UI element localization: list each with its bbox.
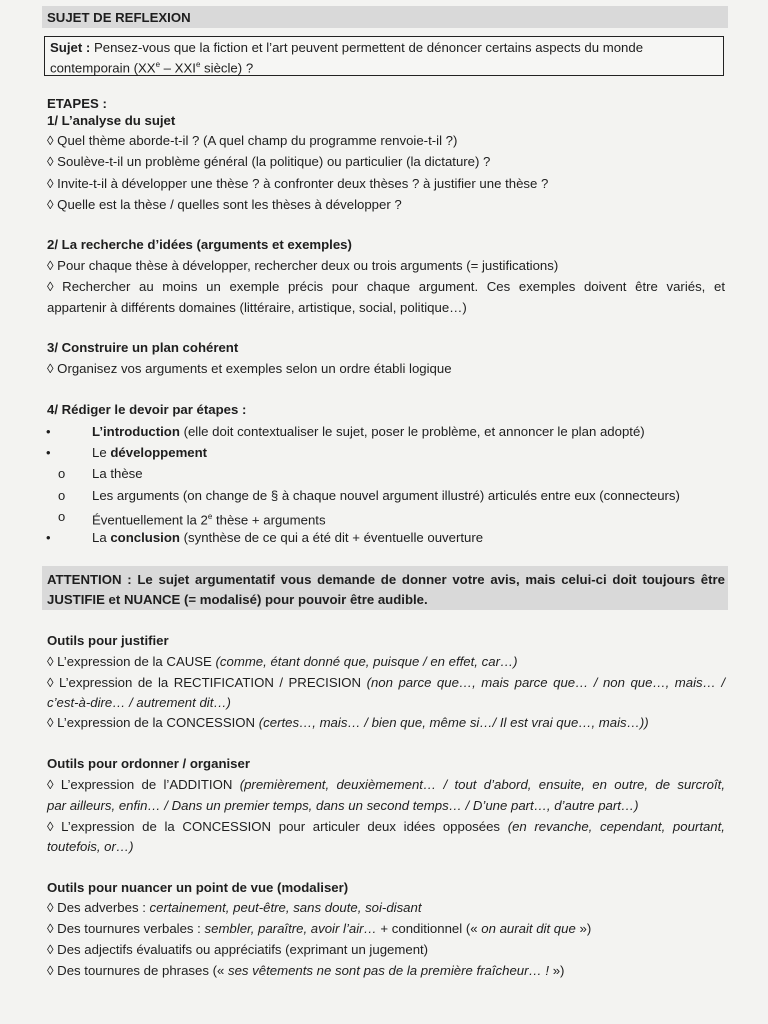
circle-mark: o [58,466,66,481]
tv-examples: sembler, paraître, avoir l’air… [204,921,377,936]
adv-pre: ◊ Des adverbes : [47,900,150,915]
opp-examples-1: (en revanche, cependant, pourtant, [507,819,725,834]
concl-bold: conclusion [110,530,180,545]
adj-line: ◊ Des adjectifs évaluatifs ou appréciatifs (exprimant un jugement) [47,942,429,957]
sujet-line-1 [50,39,643,56]
dev-line [92,444,207,461]
sujet-text-1: Pensez-vous que la fiction et l’art peuvent permettent de dénoncer certains aspects du monde [90,40,644,55]
section-2-title: 2/ La recherche d’idées (arguments et exemples) [47,237,352,252]
sujet-text-2c: siècle) ? [200,60,254,76]
tv-mid: + conditionnel (« [376,921,482,936]
s2-item-2b: appartenir à différents domaines (littéraire, artistique, social, politique…) [47,300,467,315]
cause-pre: ◊ L’expression de la CAUSE [47,654,216,669]
tv-example-2: on aurait dit que [481,921,576,936]
dev-bold: développement [110,445,208,460]
tp-example: ses vêtements ne sont pas de la première fraîcheur… ! [227,963,550,978]
add-line-1 [47,776,725,793]
bullet-mark: • [46,424,51,439]
sup-e-2: e [195,60,201,69]
intro-rest: (elle doit contextualiser le sujet, poser le problème, et annoncer le plan adopté) [179,424,645,439]
concl-pre: La [92,530,111,545]
adv-examples: certainement, peut-être, sans doute, soi-disant [149,900,422,915]
rect-line-2: c’est-à-dire… / autrement dit…) [47,695,231,710]
section-3-title: 3/ Construire un plan cohérent [47,340,239,355]
s1-item-2: ◊ Soulève-t-il un problème général (la politique) ou particulier (la dictature) ? [47,154,491,169]
sujet-text-2a: contemporain (XX [50,60,156,76]
section-4-title: 4/ Rédiger le devoir par étapes : [47,402,247,417]
tp-pre: ◊ Des tournures de phrases (« [47,963,228,978]
conc-examples: (certes…, mais… / bien que, même si…/ Il est vrai que…, mais…)) [258,715,649,730]
adv-line [47,899,422,916]
cause-examples: (comme, étant donné que, puisque / en effet, car…) [215,654,518,669]
s1-item-3: ◊ Invite-t-il à développer une thèse ? à confronter deux thèses ? à justifier une thèse ? [47,176,549,191]
intro-line [92,423,645,440]
rect-examples-1: (non parce que…, mais parce que… / non que…, mais… / [366,675,725,690]
bullet-mark: • [46,530,51,545]
tp-line [47,962,564,979]
sujet-line-2 [50,56,253,76]
ordonner-title: Outils pour ordonner / organiser [47,756,250,771]
opp-line-2: toutefois, or…) [47,839,134,854]
s3-item-1: ◊ Organisez vos arguments et exemples selon un ordre établi logique [47,361,452,376]
s1-item-1: ◊ Quel thème aborde-t-il ? (A quel champ du programme renvoie-t-il ?) [47,133,458,148]
sub-2: Les arguments (on change de § à chaque nouvel argument illustré) articulés entre eux (connecteurs) [92,488,680,503]
add-pre: ◊ L’expression de l’ADDITION [47,777,240,792]
etapes-heading: ETAPES : [47,96,107,111]
section-1-title: 1/ L’analyse du sujet [47,113,176,128]
sujet-text-2b: – XXI [160,60,196,76]
circle-mark: o [58,488,66,503]
concl-rest: (synthèse de ce qui a été dit + éventuelle ouverture [179,530,484,545]
cause-line [47,653,518,670]
dev-pre: Le [92,445,111,460]
sub-1: La thèse [92,466,143,481]
sub-3a: Éventuellement la 2 [92,512,208,528]
circle-mark: o [58,509,66,524]
add-examples-1: (premièrement, deuxièmement… / tout d’abord, ensuite, en outre, de surcroît, [239,777,725,792]
s2-item-1: ◊ Pour chaque thèse à développer, rechercher deux ou trois arguments (= justifications) [47,258,559,273]
tv-end: ») [575,921,592,936]
tp-end: ») [549,963,565,978]
bullet-mark: • [46,445,51,460]
sub-3b: thèse + arguments [212,512,326,528]
attention-line-2: JUSTIFIE et NUANCE (= modalisé) pour pouvoir être audible. [47,592,428,607]
add-line-2: par ailleurs, enfin… / Dans un premier temps, dans un second temps… / D’une part…, d’autre part…) [47,798,639,813]
sup-e-1: e [155,60,161,69]
conc-line [47,714,649,731]
tv-line [47,920,591,937]
justifier-title: Outils pour justifier [47,633,169,648]
sujet-label: Sujet : [50,40,91,55]
opp-line-1 [47,818,725,835]
concl-line [92,529,483,546]
tv-pre: ◊ Des tournures verbales : [47,921,205,936]
conc-pre: ◊ L’expression de la CONCESSION [47,715,259,730]
rect-pre: ◊ L’expression de la RECTIFICATION / PRECISION [47,675,367,690]
nuancer-title: Outils pour nuancer un point de vue (modaliser) [47,880,349,895]
rect-line-1 [47,674,725,691]
intro-bold: L’introduction [92,424,180,439]
s2-item-2a: ◊ Rechercher au moins un exemple précis pour chaque argument. Ces exemples doivent être variés, et [47,279,725,294]
s1-item-4: ◊ Quelle est la thèse / quelles sont les thèses à développer ? [47,197,402,212]
opp-pre: ◊ L’expression de la CONCESSION pour articuler deux idées opposées [47,819,508,834]
document-title: SUJET DE REFLEXION [47,10,191,25]
sub-3 [92,508,326,528]
sup-e-3: e [207,512,213,521]
attention-line-1: ATTENTION : Le sujet argumentatif vous demande de donner votre avis, mais celui-ci doit toujours être [47,572,725,587]
